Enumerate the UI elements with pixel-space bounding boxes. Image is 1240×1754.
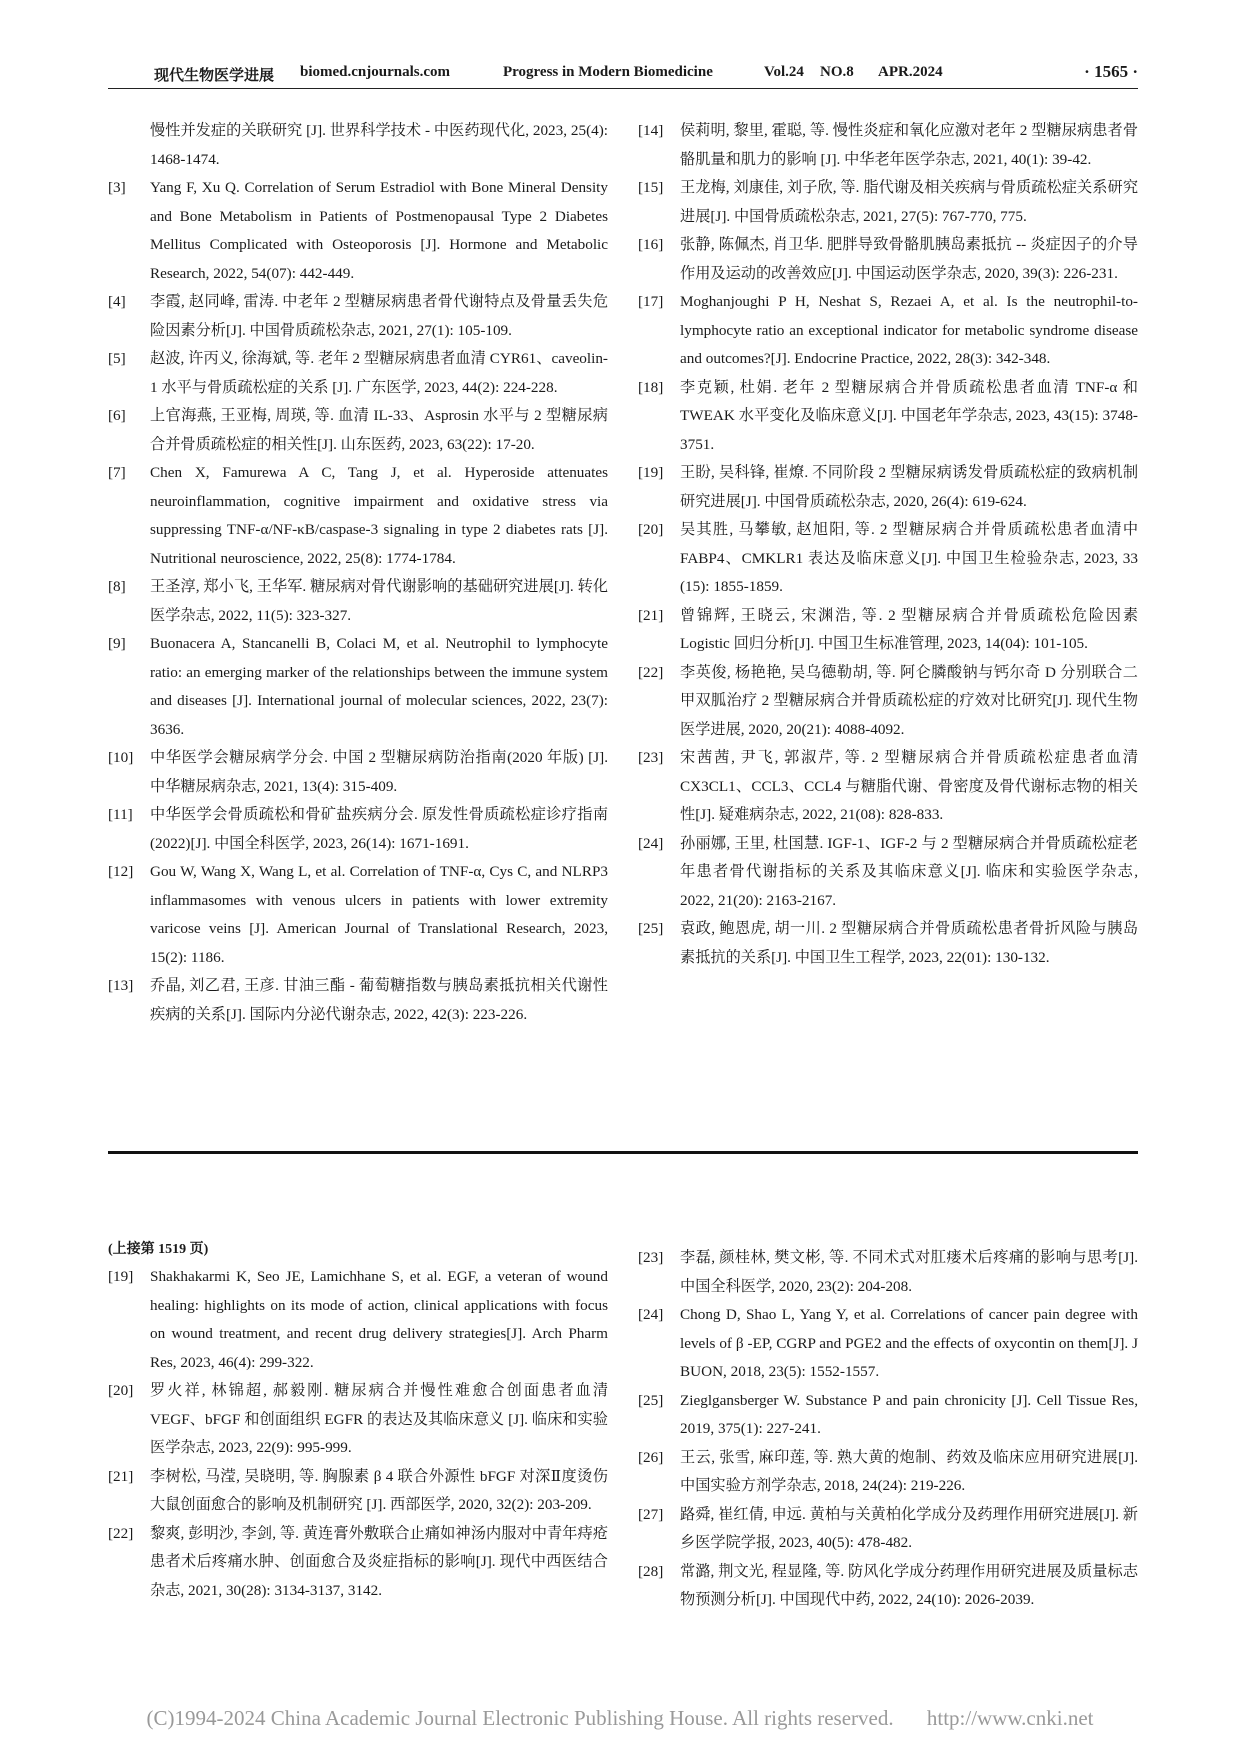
reference-text: 路舜, 崔红倩, 申远. 黄柏与关黄柏化学成分及药理作用研究进展[J]. 新乡医学院学报, 2023, 40(5): 478-482. xyxy=(680,1505,1138,1551)
reference-entry xyxy=(108,573,608,630)
reference-entry xyxy=(638,744,1138,830)
reference-entry xyxy=(638,830,1138,916)
issue-number: NO.8 xyxy=(820,64,854,80)
references-top-right-column xyxy=(638,117,1138,972)
reference-number: [5] xyxy=(108,350,126,367)
reference-text: Chen X, Famurewa A C, Tang J, et al. Hyperoside attenuates neuroinflammation, cognitive impairment and oxidative stress via suppressing TNF-α/NF-κB/caspase-3 signaling in type 2 diabetes rats [J]. Nutritional neuroscience, 2022, 25(8): 1774-1784. xyxy=(150,464,608,567)
reference-number: [24] xyxy=(638,834,664,852)
reference-number: [4] xyxy=(108,293,126,310)
reference-text: 上官海燕, 王亚梅, 周瑛, 等. 血清 IL-33、Asprosin 水平与 2 型糖尿病合并骨质疏松症的相关性[J]. 山东医药, 2023, 63(22): 17-20. xyxy=(150,407,608,453)
reference-text: Zieglgansberger W. Substance P and pain chronicity [J]. Cell Tissue Res, 2019, 375(1): 227-241. xyxy=(680,1391,1138,1437)
reference-entry xyxy=(638,374,1138,460)
reference-entry xyxy=(638,288,1138,374)
reference-entry xyxy=(638,915,1138,972)
reference-number: [7] xyxy=(108,464,126,481)
reference-number: [20] xyxy=(638,521,664,538)
copyright-text: (C)1994-2024 China Academic Journal Electronic Publishing House. All rights reserved. xyxy=(146,1706,894,1730)
reference-entry xyxy=(108,288,608,345)
reference-text: 赵波, 许丙义, 徐海斌, 等. 老年 2 型糖尿病患者血清 CYR61、caveolin-1 水平与骨质疏松症的关系 [J]. 广东医学, 2023, 44(2): 224-228. xyxy=(150,350,608,396)
reference-text: 罗火祥, 林锦超, 郝毅刚. 糖尿病合并慢性难愈合创面患者血清 VEGF、bFGF 和创面组织 EGFR 的表达及其临床意义 [J]. 临床和实验医学杂志, 2023, 22(9): 995-999. xyxy=(150,1382,608,1456)
reference-number: [21] xyxy=(638,606,664,624)
reference-entry xyxy=(638,659,1138,745)
journal-website[interactable]: biomed.cnjournals.com xyxy=(300,64,450,80)
reference-text: 侯莉明, 黎里, 霍聪, 等. 慢性炎症和氧化应激对老年 2 型糖尿病患者骨骼肌量和肌力的影响 [J]. 中华老年医学杂志, 2021, 40(1): 39-42. xyxy=(680,122,1138,168)
reference-text: 袁政, 鲍恩虎, 胡一川. 2 型糖尿病合并骨质疏松患者骨折风险与胰岛素抵抗的关系[J]. 中国卫生工程学, 2023, 22(01): 130-132. xyxy=(680,920,1138,966)
reference-number: [3] xyxy=(108,179,126,196)
reference-text: Yang F, Xu Q. Correlation of Serum Estradiol with Bone Mineral Density and Bone Metabolism in Patients of Postmenopausal Type 2 Diabetes Mellitus Complicated with Osteoporosis [J]. Hormone and Metabolic Research, 2022, 54(07): 442-449. xyxy=(150,179,608,282)
reference-number: [8] xyxy=(108,578,126,595)
reference-entry xyxy=(108,744,608,801)
header-rule xyxy=(108,88,1138,89)
reference-number: [21] xyxy=(108,1467,134,1485)
reference-text: 王圣淳, 郑小飞, 王华军. 糖尿病对骨代谢影响的基础研究进展[J]. 转化医学杂志, 2022, 11(5): 323-327. xyxy=(150,578,608,624)
reference-text: Shakhakarmi K, Seo JE, Lamichhane S, et al. EGF, a veteran of wound healing: highlights on its mode of action, clinical applications with focus on wound treatment, and recent drug delivery strategies[J]. Arch Pharm Res, 2023, 46(4): 299-322. xyxy=(150,1268,608,1371)
reference-entry xyxy=(638,231,1138,288)
reference-entry xyxy=(108,858,608,972)
reference-text: Moghanjoughi P H, Neshat S, Rezaei A, et al. Is the neutrophil-to-lymphocyte ratio an exceptional indicator for metabolic syndrome disease and outcomes?[J]. Endocrine Practice, 2022, 28(3): 342-348. xyxy=(680,293,1138,367)
reference-entry xyxy=(108,117,608,174)
reference-entry xyxy=(638,117,1138,174)
reference-text: 曾锦辉, 王晓云, 宋渊浩, 等. 2 型糖尿病合并骨质疏松危险因素 Logistic 回归分析[J]. 中国卫生标准管理, 2023, 14(04): 101-105. xyxy=(680,606,1138,652)
reference-number: [26] xyxy=(638,1448,664,1466)
reference-number: [18] xyxy=(638,378,664,396)
reference-text: Gou W, Wang X, Wang L, et al. Correlation of TNF-α, Cys C, and NLRP3 inflammasomes with venous ulcers in patients with lower extremity varicose veins [J]. American Journal of Translational Research, 2023, 15(2): 1186. xyxy=(150,863,608,966)
reference-number: [6] xyxy=(108,407,126,424)
section-divider xyxy=(108,1151,1138,1154)
reference-number: [13] xyxy=(108,977,134,994)
page-number: · 1565 · xyxy=(1084,62,1138,81)
reference-text: 宋茜茜, 尹飞, 郭淑芹, 等. 2 型糖尿病合并骨质疏松症患者血清 CX3CL1、CCL3、CCL4 与糖脂代谢、骨密度及骨代谢标志物的相关性[J]. 疑难病杂志, 2022, 21(08): 828-833. xyxy=(680,749,1138,823)
reference-number: [25] xyxy=(638,920,664,937)
reference-number: [20] xyxy=(108,1382,134,1399)
reference-entry xyxy=(108,801,608,858)
reference-entry xyxy=(108,1520,608,1606)
reference-number: [19] xyxy=(638,464,664,481)
running-header xyxy=(108,60,1138,90)
reference-entry xyxy=(638,1501,1138,1558)
reference-text: 王云, 张雪, 麻印莲, 等. 熟大黄的炮制、药效及临床应用研究进展[J]. 中国实验方剂学杂志, 2018, 24(24): 219-226. xyxy=(680,1448,1138,1494)
reference-entry xyxy=(108,174,608,288)
reference-text: 常潞, 荆文光, 程显隆, 等. 防风化学成分药理作用研究进展及质量标志物预测分析[J]. 中国现代中药, 2022, 24(10): 2026-2039. xyxy=(680,1562,1138,1608)
references-bottom-right-column xyxy=(638,1244,1138,1615)
reference-number: [22] xyxy=(108,1524,134,1542)
reference-text: 慢性并发症的关联研究 [J]. 世界科学技术 - 中医药现代化, 2023, 25(4): 1468-1474. xyxy=(150,122,608,168)
reference-entry xyxy=(638,459,1138,516)
reference-entry xyxy=(108,1263,608,1377)
reference-text: Chong D, Shao L, Yang Y, et al. Correlations of cancer pain degree with levels of β -EP, CGRP and PGE2 and the effects of oxycontin on them[J]. J BUON, 2018, 23(5): 1552-1557. xyxy=(680,1306,1138,1380)
volume: Vol.24 xyxy=(764,64,804,80)
reference-number: [11] xyxy=(108,806,133,823)
reference-text: 中华医学会糖尿病学分会. 中国 2 型糖尿病防治指南(2020 年版) [J]. 中华糖尿病杂志, 2021, 13(4): 315-409. xyxy=(150,749,608,795)
reference-text: 王龙梅, 刘康佳, 刘子欣, 等. 脂代谢及相关疾病与骨质疏松症关系研究进展[J]. 中国骨质疏松杂志, 2021, 27(5): 767-770, 775. xyxy=(680,179,1138,225)
reference-entry xyxy=(108,459,608,573)
reference-text: 李克颖, 杜娟. 老年 2 型糖尿病合并骨质疏松患者血清 TNF-α 和 TWEAK 水平变化及临床意义[J]. 中国老年学杂志, 2023, 43(15): 3748-3751. xyxy=(680,378,1138,453)
reference-number: [28] xyxy=(638,1562,664,1580)
reference-entry xyxy=(638,516,1138,602)
reference-number: [14] xyxy=(638,122,664,139)
reference-text: 乔晶, 刘乙君, 王彦. 甘油三酯 - 葡萄糖指数与胰岛素抵抗相关代谢性疾病的关系[J]. 国际内分泌代谢杂志, 2022, 42(3): 223-226. xyxy=(150,977,608,1023)
reference-entry xyxy=(108,1377,608,1463)
reference-text: 李磊, 颜桂林, 樊文彬, 等. 不同术式对肛瘘术后疼痛的影响与思考[J]. 中国全科医学, 2020, 23(2): 204-208. xyxy=(680,1249,1138,1295)
reference-number: [25] xyxy=(638,1391,664,1409)
reference-text: 李树松, 马滢, 吴晓明, 等. 胸腺素 β 4 联合外源性 bFGF 对深Ⅱ度烫伤大鼠创面愈合的影响及机制研究 [J]. 西部医学, 2020, 32(2): 203-209. xyxy=(150,1467,608,1513)
copyright-footer xyxy=(0,1706,1240,1731)
reference-text: 中华医学会骨质疏松和骨矿盐疾病分会. 原发性骨质疏松症诊疗指南(2022)[J]. 中国全科医学, 2023, 26(14): 1671-1691. xyxy=(150,806,608,852)
issue-date: APR.2024 xyxy=(878,64,943,80)
reference-entry xyxy=(638,1244,1138,1301)
reference-entry xyxy=(108,1463,608,1520)
reference-number: [9] xyxy=(108,635,126,652)
reference-text: 吴其胜, 马攀敏, 赵旭阳, 等. 2 型糖尿病合并骨质疏松患者血清中 FABP4、CMKLR1 表达及临床意义[J]. 中国卫生检验杂志, 2023, 33 (15): 1855-1859. xyxy=(680,521,1138,595)
reference-number: [27] xyxy=(638,1505,664,1523)
reference-entry xyxy=(638,602,1138,659)
reference-text: Buonacera A, Stancanelli B, Colaci M, et al. Neutrophil to lymphocyte ratio: an emerging marker of the relationships between the immune system and diseases [J]. International journal of molecular sciences, 2022, 23(7): 3636. xyxy=(150,635,608,738)
reference-text: 王盼, 吴科锋, 崔燎. 不同阶段 2 型糖尿病诱发骨质疏松症的致病机制研究进展[J]. 中国骨质疏松杂志, 2020, 26(4): 619-624. xyxy=(680,464,1138,510)
reference-number: [10] xyxy=(108,749,134,766)
reference-text: 黎爽, 彭明沙, 李剑, 等. 黄连膏外敷联合止痛如神汤内服对中青年痔疮患者术后疼痛水肿、创面愈合及炎症指标的影响[J]. 现代中西医结合杂志, 2021, 30(28): 3134-3137, 3142. xyxy=(150,1524,608,1599)
reference-text: 张静, 陈佩杰, 肖卫华. 肥胖导致骨骼肌胰岛素抵抗 -- 炎症因子的介导作用及运动的改善效应[J]. 中国运动医学杂志, 2020, 39(3): 226-231. xyxy=(680,236,1138,282)
cnki-link[interactable]: http://www.cnki.net xyxy=(926,1706,1094,1730)
continued-from-label: (上接第 1519 页) xyxy=(108,1242,209,1257)
reference-number: [17] xyxy=(638,293,664,310)
reference-number: [24] xyxy=(638,1306,664,1323)
reference-entry xyxy=(108,630,608,744)
reference-text: 孙丽娜, 王里, 杜国慧. IGF-1、IGF-2 与 2 型糖尿病合并骨质疏松症老年患者骨代谢指标的关系及其临床意义[J]. 临床和实验医学杂志, 2022, 21(20): 2163-2167. xyxy=(680,834,1138,909)
reference-entry xyxy=(638,1444,1138,1501)
reference-number: [22] xyxy=(638,663,664,681)
reference-entry xyxy=(638,1301,1138,1387)
reference-entry xyxy=(108,972,608,1029)
reference-number: [19] xyxy=(108,1268,134,1285)
reference-entry xyxy=(108,402,608,459)
journal-cn-title: 现代生物医学进展 xyxy=(154,68,275,84)
reference-entry xyxy=(638,1558,1138,1615)
journal-en-title: Progress in Modern Biomedicine xyxy=(503,64,713,80)
reference-entry xyxy=(638,1387,1138,1444)
reference-entry xyxy=(638,174,1138,231)
references-top-left-column xyxy=(108,117,608,1029)
references-bottom-left-column xyxy=(108,1237,608,1605)
reference-number: [12] xyxy=(108,863,134,880)
reference-text: 李霞, 赵同峰, 雷涛. 中老年 2 型糖尿病患者骨代谢特点及骨量丢失危险因素分析[J]. 中国骨质疏松杂志, 2021, 27(1): 105-109. xyxy=(150,293,608,339)
reference-number: [16] xyxy=(638,236,664,253)
reference-number: [15] xyxy=(638,179,664,196)
reference-text: 李英俊, 杨艳艳, 吴乌德勒胡, 等. 阿仑膦酸钠与钙尔奇 D 分别联合二甲双胍治疗 2 型糖尿病合并骨质疏松症的疗效对比研究[J]. 现代生物医学进展, 2020, 20(21): 4088-4092. xyxy=(680,663,1138,738)
reference-number: [23] xyxy=(638,749,664,766)
reference-entry xyxy=(108,345,608,402)
reference-number: [23] xyxy=(638,1249,664,1266)
